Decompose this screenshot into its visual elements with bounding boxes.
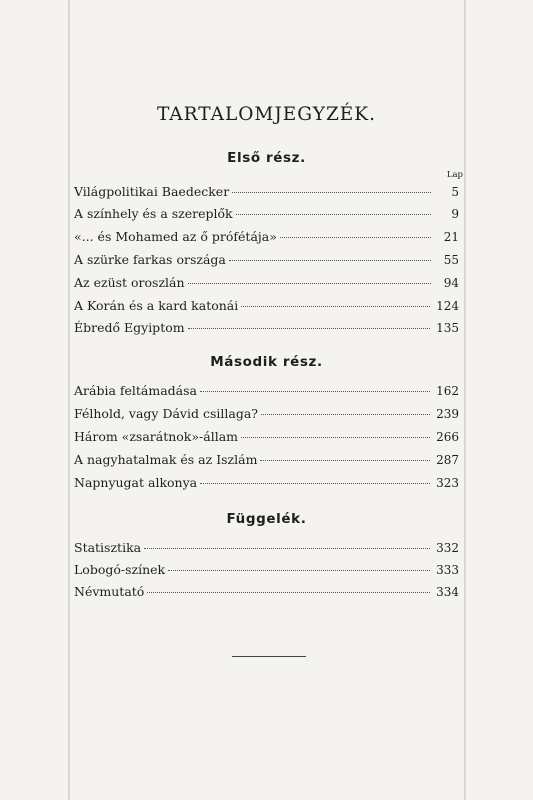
section-heading-3: Függelék. bbox=[226, 511, 307, 527]
toc-entry bbox=[74, 318, 459, 338]
entry-page-number: 135 bbox=[436, 321, 459, 335]
dot-leader bbox=[188, 328, 431, 329]
section-heading-2: Második rész. bbox=[210, 354, 323, 370]
dot-leader bbox=[232, 192, 431, 193]
toc-entry bbox=[74, 182, 459, 202]
entry-title: Az ezüst oroszlán bbox=[74, 275, 185, 290]
toc-entry bbox=[74, 204, 459, 224]
dot-leader bbox=[200, 391, 430, 392]
entry-page-number: 266 bbox=[436, 430, 459, 444]
entry-page-number: 9 bbox=[451, 207, 459, 221]
entry-title: Három «zsarátnok»-állam bbox=[74, 429, 239, 444]
toc-entry bbox=[74, 538, 459, 558]
dot-leader bbox=[147, 592, 430, 593]
entry-title: A Korán és a kard katonái bbox=[74, 298, 239, 313]
toc-entry bbox=[74, 404, 459, 424]
closing-rule bbox=[232, 656, 306, 657]
entry-title: A nagyhatalmak és az Iszlám bbox=[74, 452, 258, 467]
toc-entry bbox=[74, 250, 459, 270]
dot-leader bbox=[229, 260, 431, 261]
entry-page-number: 94 bbox=[443, 276, 459, 290]
dot-leader bbox=[236, 214, 431, 215]
entry-page-number: 162 bbox=[436, 384, 459, 398]
toc-entry bbox=[74, 427, 459, 447]
entry-page-number: 333 bbox=[436, 563, 459, 577]
dot-leader bbox=[260, 460, 430, 461]
entry-title: Félhold, vagy Dávid csillaga? bbox=[74, 406, 258, 421]
dot-leader bbox=[261, 414, 430, 415]
entry-title: A színhely és a szereplők bbox=[74, 206, 233, 221]
entry-page-number: 124 bbox=[436, 299, 459, 313]
toc-entry bbox=[74, 227, 459, 247]
dot-leader bbox=[168, 570, 430, 571]
entry-title: Világpolitikai Baedecker bbox=[74, 184, 230, 199]
entry-title: A szürke farkas országa bbox=[74, 252, 226, 267]
toc-entry bbox=[74, 473, 459, 493]
toc-entry bbox=[74, 450, 459, 470]
entry-page-number: 5 bbox=[451, 185, 459, 199]
toc-entry bbox=[74, 381, 459, 401]
section-heading-1: Első rész. bbox=[227, 150, 306, 166]
entry-title: Arábia feltámadása bbox=[74, 383, 198, 398]
page-column-label: Lap bbox=[446, 170, 463, 180]
dot-leader bbox=[241, 306, 430, 307]
dot-leader bbox=[280, 237, 431, 238]
entry-page-number: 323 bbox=[436, 476, 459, 490]
dot-leader bbox=[200, 483, 430, 484]
toc-entry bbox=[74, 560, 459, 580]
entry-page-number: 332 bbox=[436, 541, 459, 555]
entry-title: «... és Mohamed az ő prófétája» bbox=[74, 229, 277, 244]
toc-entry bbox=[74, 273, 459, 293]
entry-title: Napnyugat alkonya bbox=[74, 475, 198, 490]
entry-page-number: 21 bbox=[443, 230, 459, 244]
toc-entry bbox=[74, 582, 459, 602]
entry-title: Lobogó-színek bbox=[74, 562, 166, 577]
entry-title: Statisztika bbox=[74, 540, 142, 555]
entry-page-number: 334 bbox=[436, 585, 459, 599]
dot-leader bbox=[188, 283, 431, 284]
toc-title: TARTALOMJEGYZÉK. bbox=[156, 104, 377, 125]
toc-entry bbox=[74, 296, 459, 316]
entry-title: Névmutató bbox=[74, 584, 145, 599]
entry-page-number: 55 bbox=[443, 253, 459, 267]
dot-leader bbox=[144, 548, 430, 549]
dot-leader bbox=[241, 437, 430, 438]
entry-title: Ébredő Egyiptom bbox=[74, 320, 185, 335]
entry-page-number: 287 bbox=[436, 453, 459, 467]
entry-page-number: 239 bbox=[436, 407, 459, 421]
